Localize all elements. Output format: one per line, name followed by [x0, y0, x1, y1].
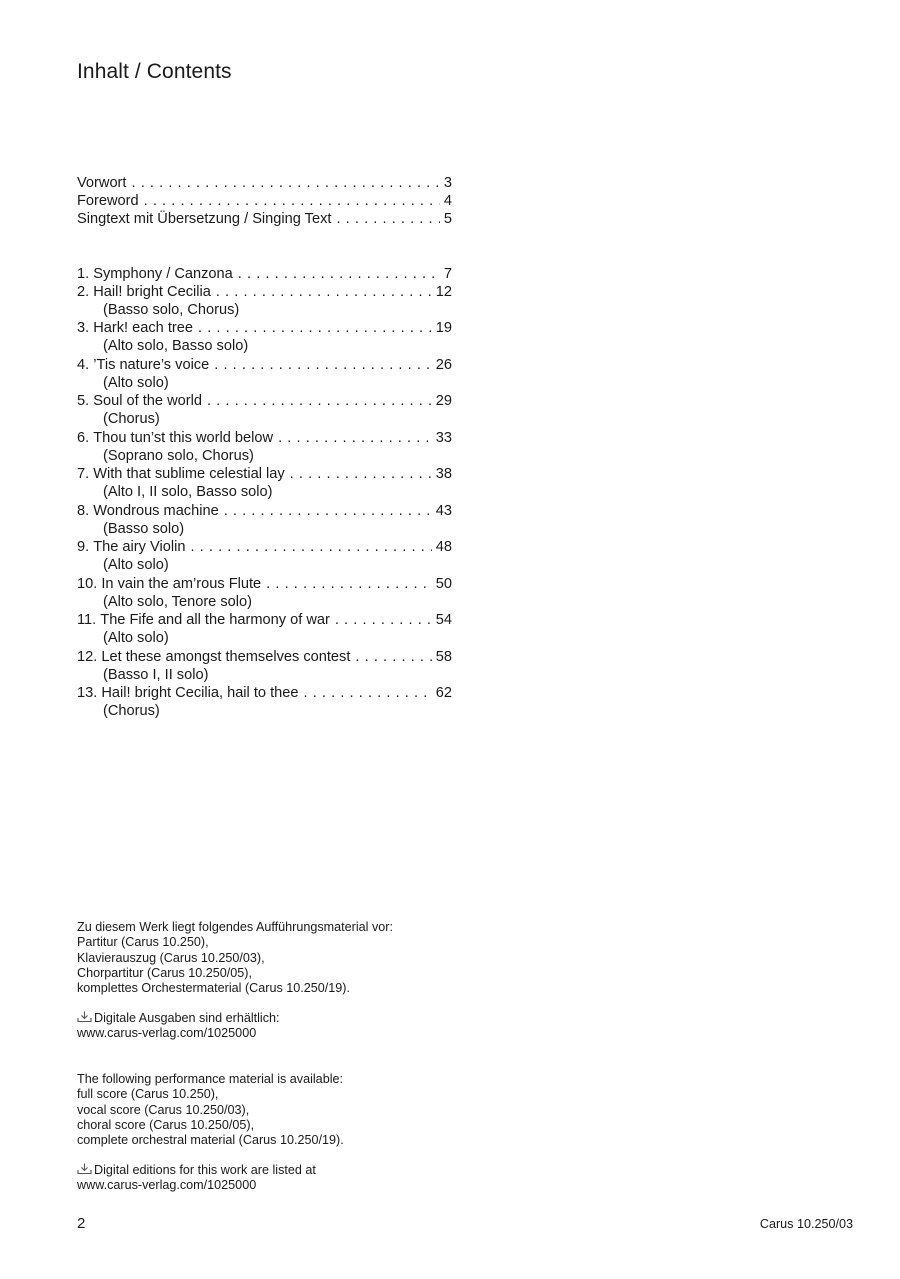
toc-page: 4: [443, 193, 452, 209]
movement-number: 7.: [77, 466, 90, 482]
digital-editions-german: [77, 1011, 280, 1042]
movement-title: The Fife and all the harmony of war: [100, 612, 330, 628]
dot-leader: [335, 611, 432, 629]
toc-label: Foreword: [77, 193, 139, 209]
digital-editions-english: [77, 1163, 316, 1194]
movement-page: 62: [435, 685, 452, 701]
download-icon: [77, 1163, 92, 1175]
dot-leader: [224, 502, 432, 520]
dot-leader: [207, 392, 432, 410]
toc-movement-3: [77, 319, 452, 337]
toc-label: Vorwort: [77, 175, 127, 191]
movement-title: In vain the am’rous Flute: [101, 576, 262, 592]
movement-voices: (Basso I, II solo): [103, 667, 209, 683]
dot-leader: [214, 356, 432, 374]
material-line: vocal score (Carus 10.250/03),: [77, 1102, 250, 1117]
catalog-code: Carus 10.250/03: [759, 1217, 853, 1231]
movement-number: 8.: [77, 503, 90, 519]
material-line: Partitur (Carus 10.250),: [77, 935, 209, 950]
movement-voices: (Alto solo): [103, 375, 169, 391]
toc-entry-foreword: [77, 192, 452, 210]
material-line: Klavierauszug (Carus 10.250/03),: [77, 950, 265, 965]
carus-url-link[interactable]: www.carus-verlag.com/1025000: [77, 1178, 257, 1193]
movement-page: 29: [435, 393, 452, 409]
toc-movement-5: [77, 392, 452, 410]
movement-title: Symphony / Canzona: [93, 266, 233, 282]
dot-leader: [144, 192, 440, 210]
movement-title: Let these amongst themselves contest: [101, 649, 351, 665]
movement-voices: (Chorus): [103, 411, 160, 427]
movement-number: 11.: [77, 612, 97, 628]
movement-number: 4.: [77, 357, 90, 373]
dot-leader: [216, 283, 432, 301]
toc-movement-8: [77, 502, 452, 520]
movement-number: 9.: [77, 539, 90, 555]
toc-label: Singtext mit Übersetzung / Singing Text: [77, 211, 332, 227]
digital-editions-label: Digitale Ausgaben sind erhältlich:: [94, 1011, 280, 1025]
material-note-german: [77, 920, 393, 996]
toc-movement-7: [77, 465, 452, 483]
movement-number: 2.: [77, 284, 90, 300]
dot-leader: [278, 429, 432, 447]
movement-page: 50: [435, 576, 452, 592]
movement-voices: (Soprano solo, Chorus): [103, 448, 254, 464]
material-line: Zu diesem Werk liegt folgendes Aufführungsmaterial vor:: [77, 920, 393, 934]
movement-title: Wondrous machine: [93, 503, 219, 519]
toc-movement-9: [77, 538, 452, 556]
movement-title: ’Tis nature’s voice: [93, 357, 210, 373]
movement-title: Soul of the world: [93, 393, 202, 409]
dot-leader: [355, 648, 431, 666]
movement-voices: (Basso solo): [103, 521, 185, 537]
carus-url-link[interactable]: www.carus-verlag.com/1025000: [77, 1026, 257, 1041]
dot-leader: [336, 210, 439, 228]
movement-voices: (Alto I, II solo, Basso solo): [103, 484, 273, 500]
movement-title: Hark! each tree: [93, 320, 194, 336]
toc-entry-singtext: [77, 210, 452, 228]
dot-leader: [131, 174, 439, 192]
toc-movement-13: [77, 684, 452, 702]
toc-page: 3: [443, 175, 452, 191]
movement-title: The airy Violin: [93, 539, 186, 555]
movement-voices: (Alto solo, Basso solo): [103, 338, 249, 354]
page-title: Inhalt / Contents: [77, 60, 232, 83]
movement-voices: (Alto solo, Tenore solo): [103, 594, 252, 610]
movement-page: 19: [435, 320, 452, 336]
movement-voices: (Alto solo): [103, 630, 169, 646]
material-line: complete orchestral material (Carus 10.250/19).: [77, 1133, 344, 1148]
material-line: komplettes Orchestermaterial (Carus 10.250/19).: [77, 981, 350, 996]
movement-title: Hail! bright Cecilia, hail to thee: [101, 685, 299, 701]
page-number: 2: [77, 1215, 86, 1232]
dot-leader: [266, 575, 432, 593]
material-line: Chorpartitur (Carus 10.250/05),: [77, 965, 252, 980]
toc-movement-2: [77, 283, 452, 301]
toc-movement-6: [77, 429, 452, 447]
movement-page: 58: [435, 649, 452, 665]
movement-title: Hail! bright Cecilia: [93, 284, 211, 300]
movement-page: 54: [435, 612, 452, 628]
movement-number: 10.: [77, 576, 98, 592]
digital-editions-label: Digital editions for this work are listed at: [94, 1163, 316, 1177]
material-line: The following performance material is available:: [77, 1072, 343, 1086]
movement-number: 6.: [77, 430, 90, 446]
toc-entry-vorwort: [77, 174, 452, 192]
movement-number: 1.: [77, 266, 90, 282]
dot-leader: [303, 684, 431, 702]
material-line: full score (Carus 10.250),: [77, 1087, 219, 1102]
movement-page: 38: [435, 466, 452, 482]
movement-number: 5.: [77, 393, 90, 409]
material-note-english: [77, 1072, 344, 1148]
dot-leader: [198, 319, 432, 337]
dot-leader: [290, 465, 432, 483]
movement-page: 26: [435, 357, 452, 373]
toc-movement-10: [77, 575, 452, 593]
movement-title: Thou tun’st this world below: [93, 430, 274, 446]
movement-number: 12.: [77, 649, 98, 665]
movement-title: With that sublime celestial lay: [93, 466, 285, 482]
movement-number: 3.: [77, 320, 90, 336]
movement-page: 33: [435, 430, 452, 446]
toc-page: 5: [443, 211, 452, 227]
movement-voices: (Basso solo, Chorus): [103, 302, 240, 318]
dot-leader: [190, 538, 431, 556]
toc-movement-1: [77, 265, 452, 283]
movement-page: 12: [435, 284, 452, 300]
dot-leader: [238, 265, 440, 283]
movement-page: 48: [435, 539, 452, 555]
movement-voices: (Chorus): [103, 703, 160, 719]
movement-number: 13.: [77, 685, 98, 701]
toc-movement-12: [77, 648, 452, 666]
movement-page: 7: [443, 266, 452, 282]
movement-page: 43: [435, 503, 452, 519]
material-line: choral score (Carus 10.250/05),: [77, 1117, 255, 1132]
download-icon: [77, 1011, 92, 1023]
toc-movement-4: [77, 356, 452, 374]
toc-movement-11: [77, 611, 452, 629]
movement-voices: (Alto solo): [103, 557, 169, 573]
